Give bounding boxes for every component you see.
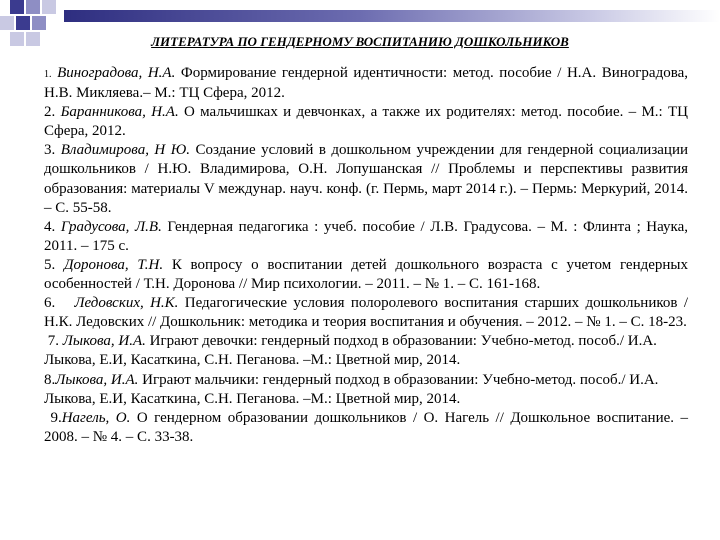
entry-author: Доронова, Т.Н. xyxy=(63,256,164,273)
entry-number: 7. xyxy=(47,333,59,350)
entry-author: Ледовских, Н.К. xyxy=(74,295,179,312)
entry-number: 3. xyxy=(44,142,56,159)
entry-author: Градусова, Л.В. xyxy=(60,218,162,235)
decorative-squares xyxy=(0,0,60,60)
reference-entry-7 xyxy=(44,332,688,370)
entry-author: Владимирова, Н Ю. xyxy=(60,142,190,159)
entry-number: 4. xyxy=(44,218,56,235)
entry-text: Играют девочки: гендерный подход в образовании: Учебно-метод. пособ./ И.А. Лыкова, Е.И, Касаткина, С.Н. Пеганова. –М.: Цветной мир, 2014. xyxy=(44,333,657,369)
reference-list xyxy=(44,64,688,447)
reference-entry-8 xyxy=(44,371,688,409)
reference-entry-9 xyxy=(44,409,688,447)
entry-number: 1. xyxy=(44,69,52,80)
reference-entry-3 xyxy=(44,141,688,217)
reference-entry-4 xyxy=(44,218,688,256)
entry-text: Педагогические условия полоролевого воспитания старших дошкольников / Н.К. Ледовских // Дошкольник: методика и теория воспитания и обучения. – 2012. – № 1. – С. 18-23. xyxy=(44,295,688,331)
entry-number: 5. xyxy=(44,256,56,273)
reference-entry-6 xyxy=(44,294,688,332)
entry-number: 6. xyxy=(44,295,56,312)
entry-text: О мальчишках и девчонках, а также их родителях: метод. пособие. – М.: ТЦ Сфера, 2012. xyxy=(44,104,689,140)
entry-number: 8. xyxy=(44,371,56,388)
reference-entry-5 xyxy=(44,256,688,294)
entry-text: О гендерном образовании дошкольников / О. Нагель // Дошкольное воспитание. – 2008. – № 4. – С. 33-38. xyxy=(44,409,688,445)
entry-text: К вопросу о воспитании детей дошкольного возраста с учетом гендерных особенностей / Т.Н. Доронова // Мир психологии. – 2011. – № 1. – С. 161-168. xyxy=(44,256,689,293)
entry-author: Лыкова, И.А. xyxy=(62,333,146,350)
entry-text: Создание условий в дошкольном учреждении для гендерной социализации дошкольников / Н.Ю. Владимирова, О.Н. Лопушанская // Проблемы и перспективы развития образования: материалы V междунар. науч. конф. (г. Пермь, март 2014 г.). – Пермь: Меркурий, 2014. – С. 55-58. xyxy=(44,142,688,216)
reference-entry-2 xyxy=(44,103,688,141)
entry-text: Формирование гендерной идентичности: метод. пособие / Н.А. Виноградова, Н.В. Микляева.– М.: ТЦ Сфера, 2012. xyxy=(44,65,689,102)
entry-author: Лыкова, И.А. xyxy=(55,371,139,388)
entry-number: 9. xyxy=(50,409,62,426)
entry-number: 2. xyxy=(44,104,56,121)
entry-author: Баранникова, Н.А. xyxy=(60,104,179,121)
header-gradient-bar xyxy=(64,10,720,22)
reference-entry-1 xyxy=(44,64,688,103)
slide-title: ЛИТЕРАТУРА ПО ГЕНДЕРНОМУ ВОСПИТАНИЮ ДОШКОЛЬНИКОВ xyxy=(151,34,569,49)
entry-author: Виноградова, Н.А. xyxy=(57,65,176,81)
entry-author: Нагель, О. xyxy=(61,409,131,426)
entry-text: Играют мальчики: гендерный подход в образовании: Учебно-метод. пособ./ И.А. Лыкова, Е.И, Касаткина, С.Н. Пеганова. –М.: Цветной мир, 2014. xyxy=(44,371,659,407)
entry-text: Гендерная педагогика : учеб. пособие / Л.В. Градусова. – М. : Флинта ; Наука, 2011. – 175 с. xyxy=(44,218,689,254)
